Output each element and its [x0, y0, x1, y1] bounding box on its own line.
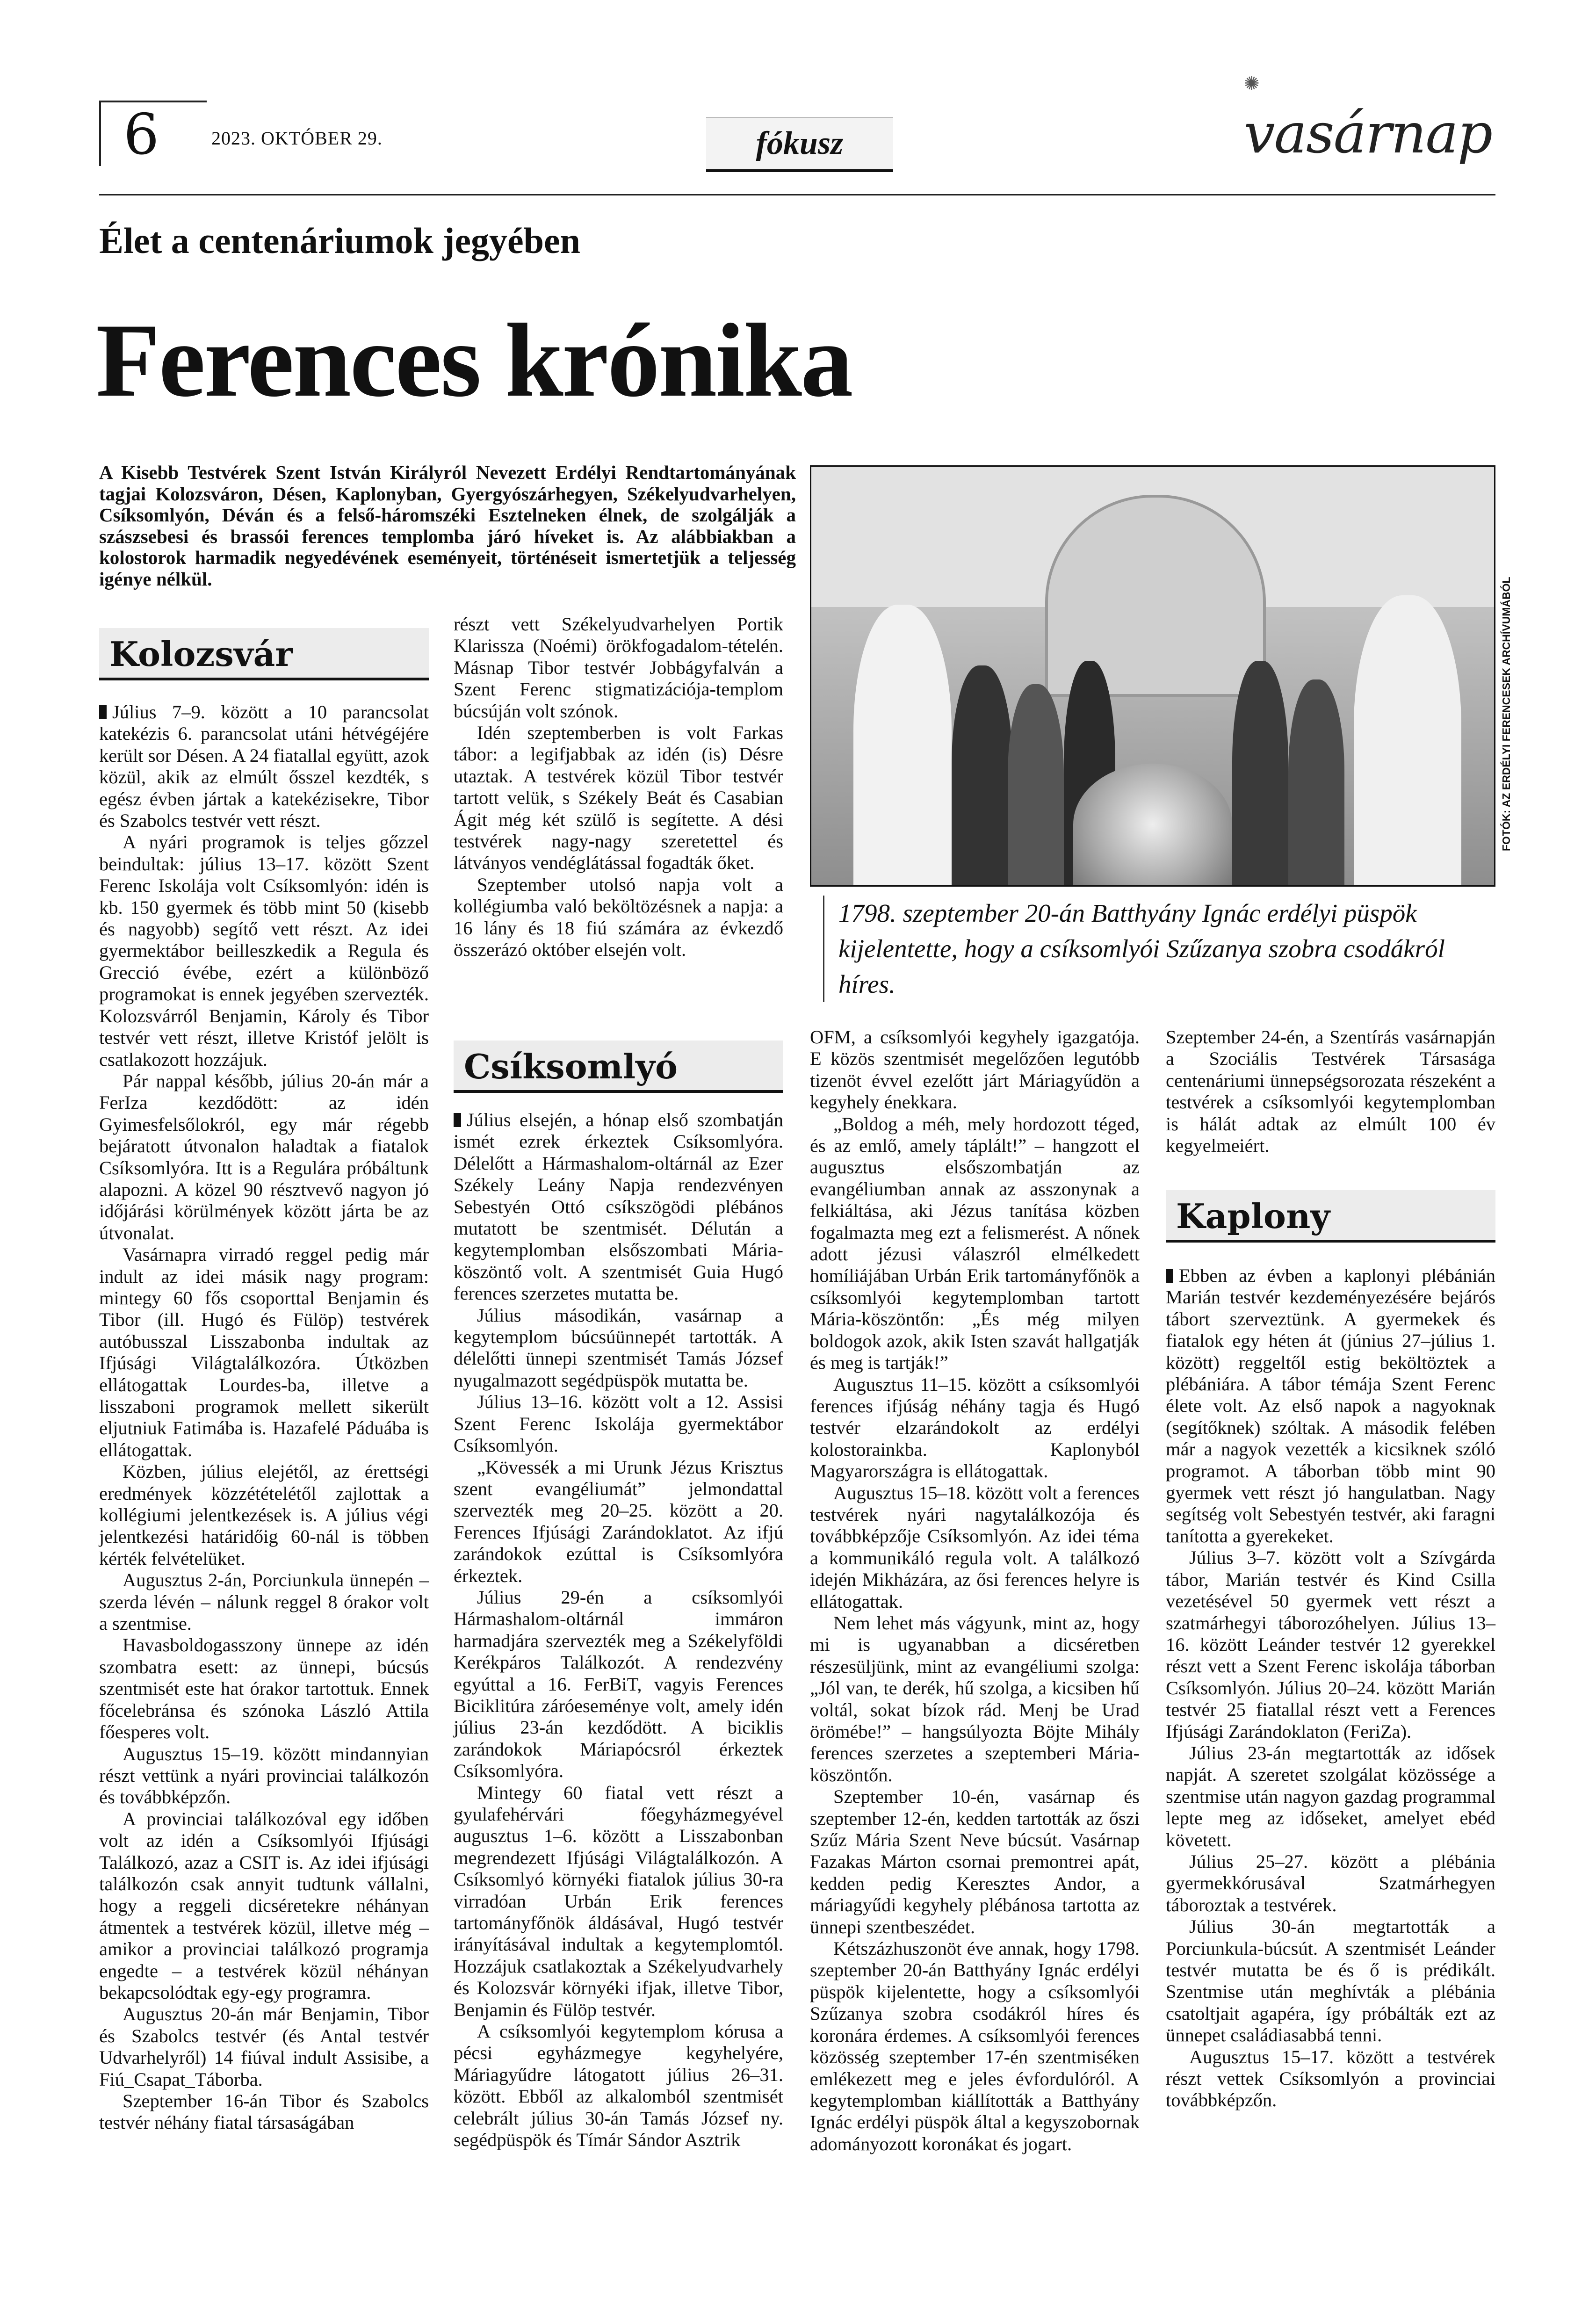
photo-person — [1008, 684, 1064, 885]
newspaper-logo — [1244, 73, 1496, 166]
sun-icon: ✺ — [1244, 73, 1259, 94]
paragraph: Július 7–9. között a 10 parancsolat katekézis 6. parancsolat utáni hétvégéjére került sor Désen. A 24 fiatallal együtt, azok közül, akik az elmúlt ősszel kezdték, s egész évben jártak a katekézisekre, Tibor és Szabolcs testvér vett részt. — [99, 701, 429, 831]
paragraph: Szeptember 24-én, a Szentírás vasárnapján a Szociális Testvérek Társasága centenáriumi ünnepségsorozata részeként a testvérek a csíksomlyói kegytemplomban is hálát adtak az elmúlt 100 év kegyelmeiért. — [1166, 1026, 1495, 1156]
page-number: 6 — [99, 101, 207, 166]
column-2-top — [454, 614, 783, 961]
photo-flowers — [1073, 764, 1232, 885]
paragraph: Közben, július elejétől, az érettségi eredmények közzétételétől zajlottak a kollégiumi jelentkezések is. A július végi jelentkezési határidőig 60-nál is többen kérték felvételüket. — [99, 1461, 429, 1569]
photo-friar-left — [853, 605, 952, 885]
paragraph: Július 23-án megtartották az idősek napját. A szeretet szolgálat közössége a szentmise után nagyon gazdag programmal lepte meg az időseket, amelyet ebéd követett. — [1166, 1742, 1495, 1850]
paragraph: Július 29-én a csíksomlyói Hármashalom-oltárnál immáron harmadjára szervezték meg a Székelyföldi Kerékpáros Találkozót. A rendezvény egyúttal a 16. FerBiT, vagyis Ferences Biciklitúra záróeseménye volt, amely idén július 23-án kezdődött. A biciklis zarándokok Máriapócsról érkeztek Csíksomlyóra. — [454, 1586, 783, 1782]
paragraph: Pár nappal később, július 20-án már a FerIza kezdődött: az idén Gyimesfelsőlokról, egy már régebb bejáratott útvonalon haladtak a fiatalok Csíksomlyóra. Itt is a Regulára próbáltunk alapozni. A közel 90 résztvevő nagyon jó időjárási körülmények között járta be az útvonalat. — [99, 1070, 429, 1243]
header-rule — [99, 194, 1495, 195]
section-heading-kolozsvar: Kolozsvár — [99, 628, 429, 680]
photo-credit — [1499, 577, 1517, 851]
paragraph: „Boldog a méh, mely hordozott téged, és az emlő, amely táplált!” – hangzott el augusztus elsőszombatján az evangéliumban annak az asszonynak a felkiáltása, aki Jézus tanítása közben fogalmazta meg ezt a felismerést. A nőnek adott jézusi válaszról elmélkedett homíliájában Urbán Erik tartományfőnök a csíksomlyói kegytemplomban tartott Mária-köszöntőn: „És még milyen boldogok azok, akik Isten szavát hallgatják és meg is tartják!” — [810, 1113, 1140, 1373]
group-photo — [810, 465, 1495, 887]
paragraph: Július másodikán, vasárnap a kegytemplom búcsúünnepét tartották. A délelőtti ünnepi szentmisét Tamás József nyugalmazott segédpüspök mutatta be. — [454, 1304, 783, 1391]
paragraph: OFM, a csíksomlyói kegyhely igazgatója. E közös szentmisét megelőzően legutóbb tizenöt évvel ezelőtt járt Máriagyűdön a kegyhely énekkara. — [810, 1026, 1140, 1113]
paragraph: Augusztus 20-án már Benjamin, Tibor és Szabolcs testvér (és Antal testvér Udvarhelyről) 14 fiúval indult Assisibe, a Fiú_Csapat_Táborba. — [99, 2003, 429, 2090]
photo-friar-right — [1354, 595, 1461, 885]
column-3 — [810, 1026, 1140, 2155]
issue-date: 2023. OKTÓBER 29. — [211, 128, 383, 149]
paragraph: Kétszázhuszonöt éve annak, hogy 1798. szeptember 20-án Batthyány Ignác erdélyi püspök kijelentette, hogy a csíksomlyói Szűzanya szobra csodákról híres és koronára érdemes. A csíksomlyói ferences közösség szeptember 17-én szentmiséken emlékezett meg e jeles évfordulóról. A kegytemplomban kiállították a Batthyány Ignác erdélyi püspök által a kegyszobornak adományozott koronákat és jogart. — [810, 1938, 1140, 2154]
photo-arch — [1045, 495, 1266, 697]
column-1 — [99, 701, 429, 2134]
article-title: Ferences krónika — [96, 302, 852, 419]
photo-person — [1288, 679, 1344, 885]
paragraph: „Kövessék a mi Urunk Jézus Krisztus szent evangéliumát” jelmondattal szervezték meg 20–25. között a 20. Ferences Ifjúsági Zarándoklatot. Az ifjú zarándokok ezúttal is Csíksomlyóra érkeztek. — [454, 1456, 783, 1586]
article-lead: A Kisebb Testvérek Szent István Királyról Nevezett Erdélyi Rendtartományának tagjai Kolozsváron, Désen, Kaplonyban, Gyergyószárhegyen, Székelyudvarhelyen, Csíksomlyón, Déván és a felső-háromszéki Esztelneken élnek, de szolgálják a szászsebesi és brassói ferences templomba járó híveket is. Az alábbiakban a kolostorok harmadik negyedévének eseményeit, történéseit ismertetjük a teljesség igénye nélkül. — [99, 462, 796, 590]
paragraph: Havasboldogasszony ünnepe az idén szombatra esett: az ünnepi, búcsús szentmisét este hat órakor tartottuk. Ennek főcelebránsa és szónoka László Attila főesperes volt. — [99, 1634, 429, 1743]
photo-caption: 1798. szeptember 20-án Batthyány Ignác erdélyi püspök kijelentette, hogy a csíksomlyói Szűzanya szobra csodákról híres. — [823, 896, 1492, 1002]
paragraph: A csíksomlyói kegytemplom kórusa a pécsi egyházmegye kegyhelyére, Máriagyűdre látogatott július 26–31. között. Ebből az alkalomból szentmisét celebrált július 30-án Tamás József ny. segédpüspök és Tímár Sándor Asztrik — [454, 2021, 783, 2151]
column-4-bottom — [1166, 1265, 1495, 2111]
column-4-top — [1166, 1026, 1495, 1156]
section-rubric: fókusz — [706, 117, 893, 172]
paragraph: A nyári programok is teljes gőzzel beindultak: július 13–17. között Szent Ferenc Iskolája volt Csíksomlyón: idén is kb. 150 gyermek és több mint 50 (kisebb és nagyobb) segítő vett részt. Az idei gyermektábor beilleszkedik a Regula és Grecció évébe, ezért a különböző programokat is ennek jegyében szervezték. Kolozsvárról Benjamin, Károly és Tibor testvér vett részt, illetve Kristóf jelölt is csatlakozott hozzájuk. — [99, 831, 429, 1070]
section-heading-kaplony: Kaplony — [1166, 1190, 1495, 1243]
paragraph: Augusztus 15–17. között a testvérek részt vettek Csíksomlyón a provinciai továbbképzőn. — [1166, 2046, 1495, 2111]
article-kicker: Élet a centenáriumok jegyében — [99, 220, 581, 261]
paragraph: Augusztus 11–15. között a csíksomlyói ferences ifjúság néhány tagja és Hugó testvér elzarándokolt az erdélyi kolostorainkba. Kaplonyból Magyarországra is ellátogattak. — [810, 1373, 1140, 1482]
paragraph: Szeptember utolsó napja volt a kollégiumba való beköltözésnek a napja: a 16 lány és 18 fiú számára az évkezdő összerázó október elsején volt. — [454, 874, 783, 961]
paragraph: Vasárnapra virradó reggel pedig már indult az idei másik nagy program: mintegy 60 fős csoporttal Benjamin és Tibor (ill. Hugó és Fülöp) testvérek autóbusszal Lisszabonba indultak az Ifjúsági Világtalálkozóra. Útközben ellátogattak Lourdes-ba, illetve a lisszaboni programok mellett sikerült eljutniuk Fatimába is. Hazafelé Páduába is ellátogattak. — [99, 1244, 429, 1460]
paragraph: Július elsején, a hónap első szombatján ismét ezrek érkeztek Csíksomlyóra. Délelőtt a Hármashalom-oltárnál az Ezer Székely Leány Napja rendezvényen Sebestyén Ottó csíkszögödi plébános mutatott be szentmisét. Délután a kegytemplomban elsőszombati Mária-köszöntő volt. A szentmisét Guia Hugó ferences szerzetes mutatta be. — [454, 1109, 783, 1304]
photo-person — [952, 665, 1012, 885]
paragraph: Szeptember 16-án Tibor és Szabolcs testvér néhány fiatal társaságában — [99, 2090, 429, 2133]
photo-credit-text: FOTÓK: AZ ERDÉLYI FERENCESEK ARCHÍVUMÁBÓL — [1500, 577, 1512, 851]
paragraph: A provinciai találkozóval egy időben volt az idén a Csíksomlyói Ifjúsági Találkozó, azaz a CSIT is. Az idei ifjúsági találkozón csak annyit tudtunk vállalni, hogy a reggeli dicséretekre néhányan átmentek a testvérek közül, illetve még – amikor a provinciai találkozó programja engedte – a testvérek közül néhányan bekapcsolódtak egy-egy programra. — [99, 1808, 429, 2003]
paragraph: Július 30-án megtartották a Porciunkula-búcsút. A szentmisét Leánder testvér mutatta be és ő is prédikált. Szentmise után meghívták a plébánia csatoltjait agapéra, így próbálták ezt az ünnepet családiasabbá tenni. — [1166, 1916, 1495, 2046]
paragraph: Nem lehet más vágyunk, mint az, hogy mi is ugyanabban a dicséretben részesüljünk, mint az evangéliumi szolga: „Jól van, te derék, hű szolga, a kicsiben hű voltál, sokat bízok rád. Menj be Urad örömébe!” – hangsúlyozta Böjte Mihály ferences szerzetes a szeptemberi Mária-köszöntőn. — [810, 1612, 1140, 1785]
section-heading-csiksomlyo: Csíksomlyó — [454, 1041, 783, 1093]
paragraph: Augusztus 2-án, Porciunkula ünnepén – szerda lévén – nálunk reggel 8 órakor volt a szentmise. — [99, 1569, 429, 1634]
paragraph: Mintegy 60 fiatal vett részt a gyulafehérvári főegyházmegyével augusztus 1–6. között a Lisszabonban megrendezett Ifjúsági Világtalálkozón. A Csíksomlyó környéki fiatalok július 30-ra virradóan Urbán Erik ferences tartományfőnök áldásával, Hugó testvér irányításával indultak a kegytemplomtól. Hozzájuk csatlakoztak a Székelyudvarhely és Kolozsvár környéki ifjak, illetve Tibor, Benjamin és Fülöp testvér. — [454, 1782, 783, 2020]
photo-person — [1232, 661, 1288, 885]
paragraph: Július 13–16. között volt a 12. Assisi Szent Ferenc Iskolája gyermektábor Csíksomlyón. — [454, 1391, 783, 1456]
paragraph: Augusztus 15–18. között volt a ferences testvérek nyári nagytalálkozója és továbbképzője Csíksomlyón. Az idei téma a kommunikáló regula volt. A találkozó idején Mikházára, az ősi ferences helyre is ellátogattak. — [810, 1482, 1140, 1612]
paragraph: Augusztus 15–19. között mindannyian részt vettünk a nyári provinciai találkozón és továbbképzőn. — [99, 1743, 429, 1808]
logo-text: vasárnap — [1244, 101, 1492, 166]
paragraph: Július 3–7. között volt a Szívgárda tábor, Marián testvér és Kind Csilla vezetésével 50 gyermek vett részt a szatmárhegyi táborozóhelyen. Július 13–16. között Leánder testvér 12 gyerekkel részt vett a Szent Ferenc iskolája táborban Csíksomlyón. Július 20–24. között Marián testvér 25 fiatallal részt vett a Ferences Ifjúsági Zarándoklaton (FeriZa). — [1166, 1547, 1495, 1742]
paragraph: Ebben az évben a kaplonyi plébánián Marián testvér kezdeményezésére bejárós tábort szerveztünk. A gyermekek és fiatalok egy héten át (június 27–július 1. között) reggeltől estig beköltöztek a plébániára. A tábor témája Szent Ferenc élete volt. Az első napok a nagyoknak (segítőknek) szóltak. A második felében már a nagyok vezették a kicsiknek szóló programot. A táborban több mint 90 gyermek vett részt jó hangulatban. Nagy segítség volt Sebestyén testvér, aki faragni tanította a gyerekeket. — [1166, 1265, 1495, 1547]
paragraph: Szeptember 10-én, vasárnap és szeptember 12-én, kedden tartották az őszi Szűz Mária Szent Neve búcsút. Vasárnap Fazakas Márton csornai premontrei apát, kedden pedig Keresztes Andor, a máriagyűdi kegyhely plébánosa tartotta az ünnepi szentbeszédet. — [810, 1786, 1140, 1937]
paragraph: részt vett Székelyudvarhelyen Portik Klarissza (Noémi) örökfogadalom-tételén. Másnap Tibor testvér Jobbágyfalván a Szent Ferenc stigmatizációja-templom búcsúján volt szónok. — [454, 614, 783, 722]
column-2-bottom — [454, 1109, 783, 2151]
paragraph: Idén szeptemberben is volt Farkas tábor: a legifjabbak az idén (is) Désre utaztak. A testvérek közül Tibor testvér tartott velük, s Székely Beát és Casabian Ágit még két szülő is segítette. A dési testvérek nagy-nagy szeretettel és látványos vendéglátással fogadták őket. — [454, 722, 783, 874]
paragraph: Július 25–27. között a plébánia gyermekkórusával Szatmárhegyen táboroztak a testvérek. — [1166, 1850, 1495, 1915]
